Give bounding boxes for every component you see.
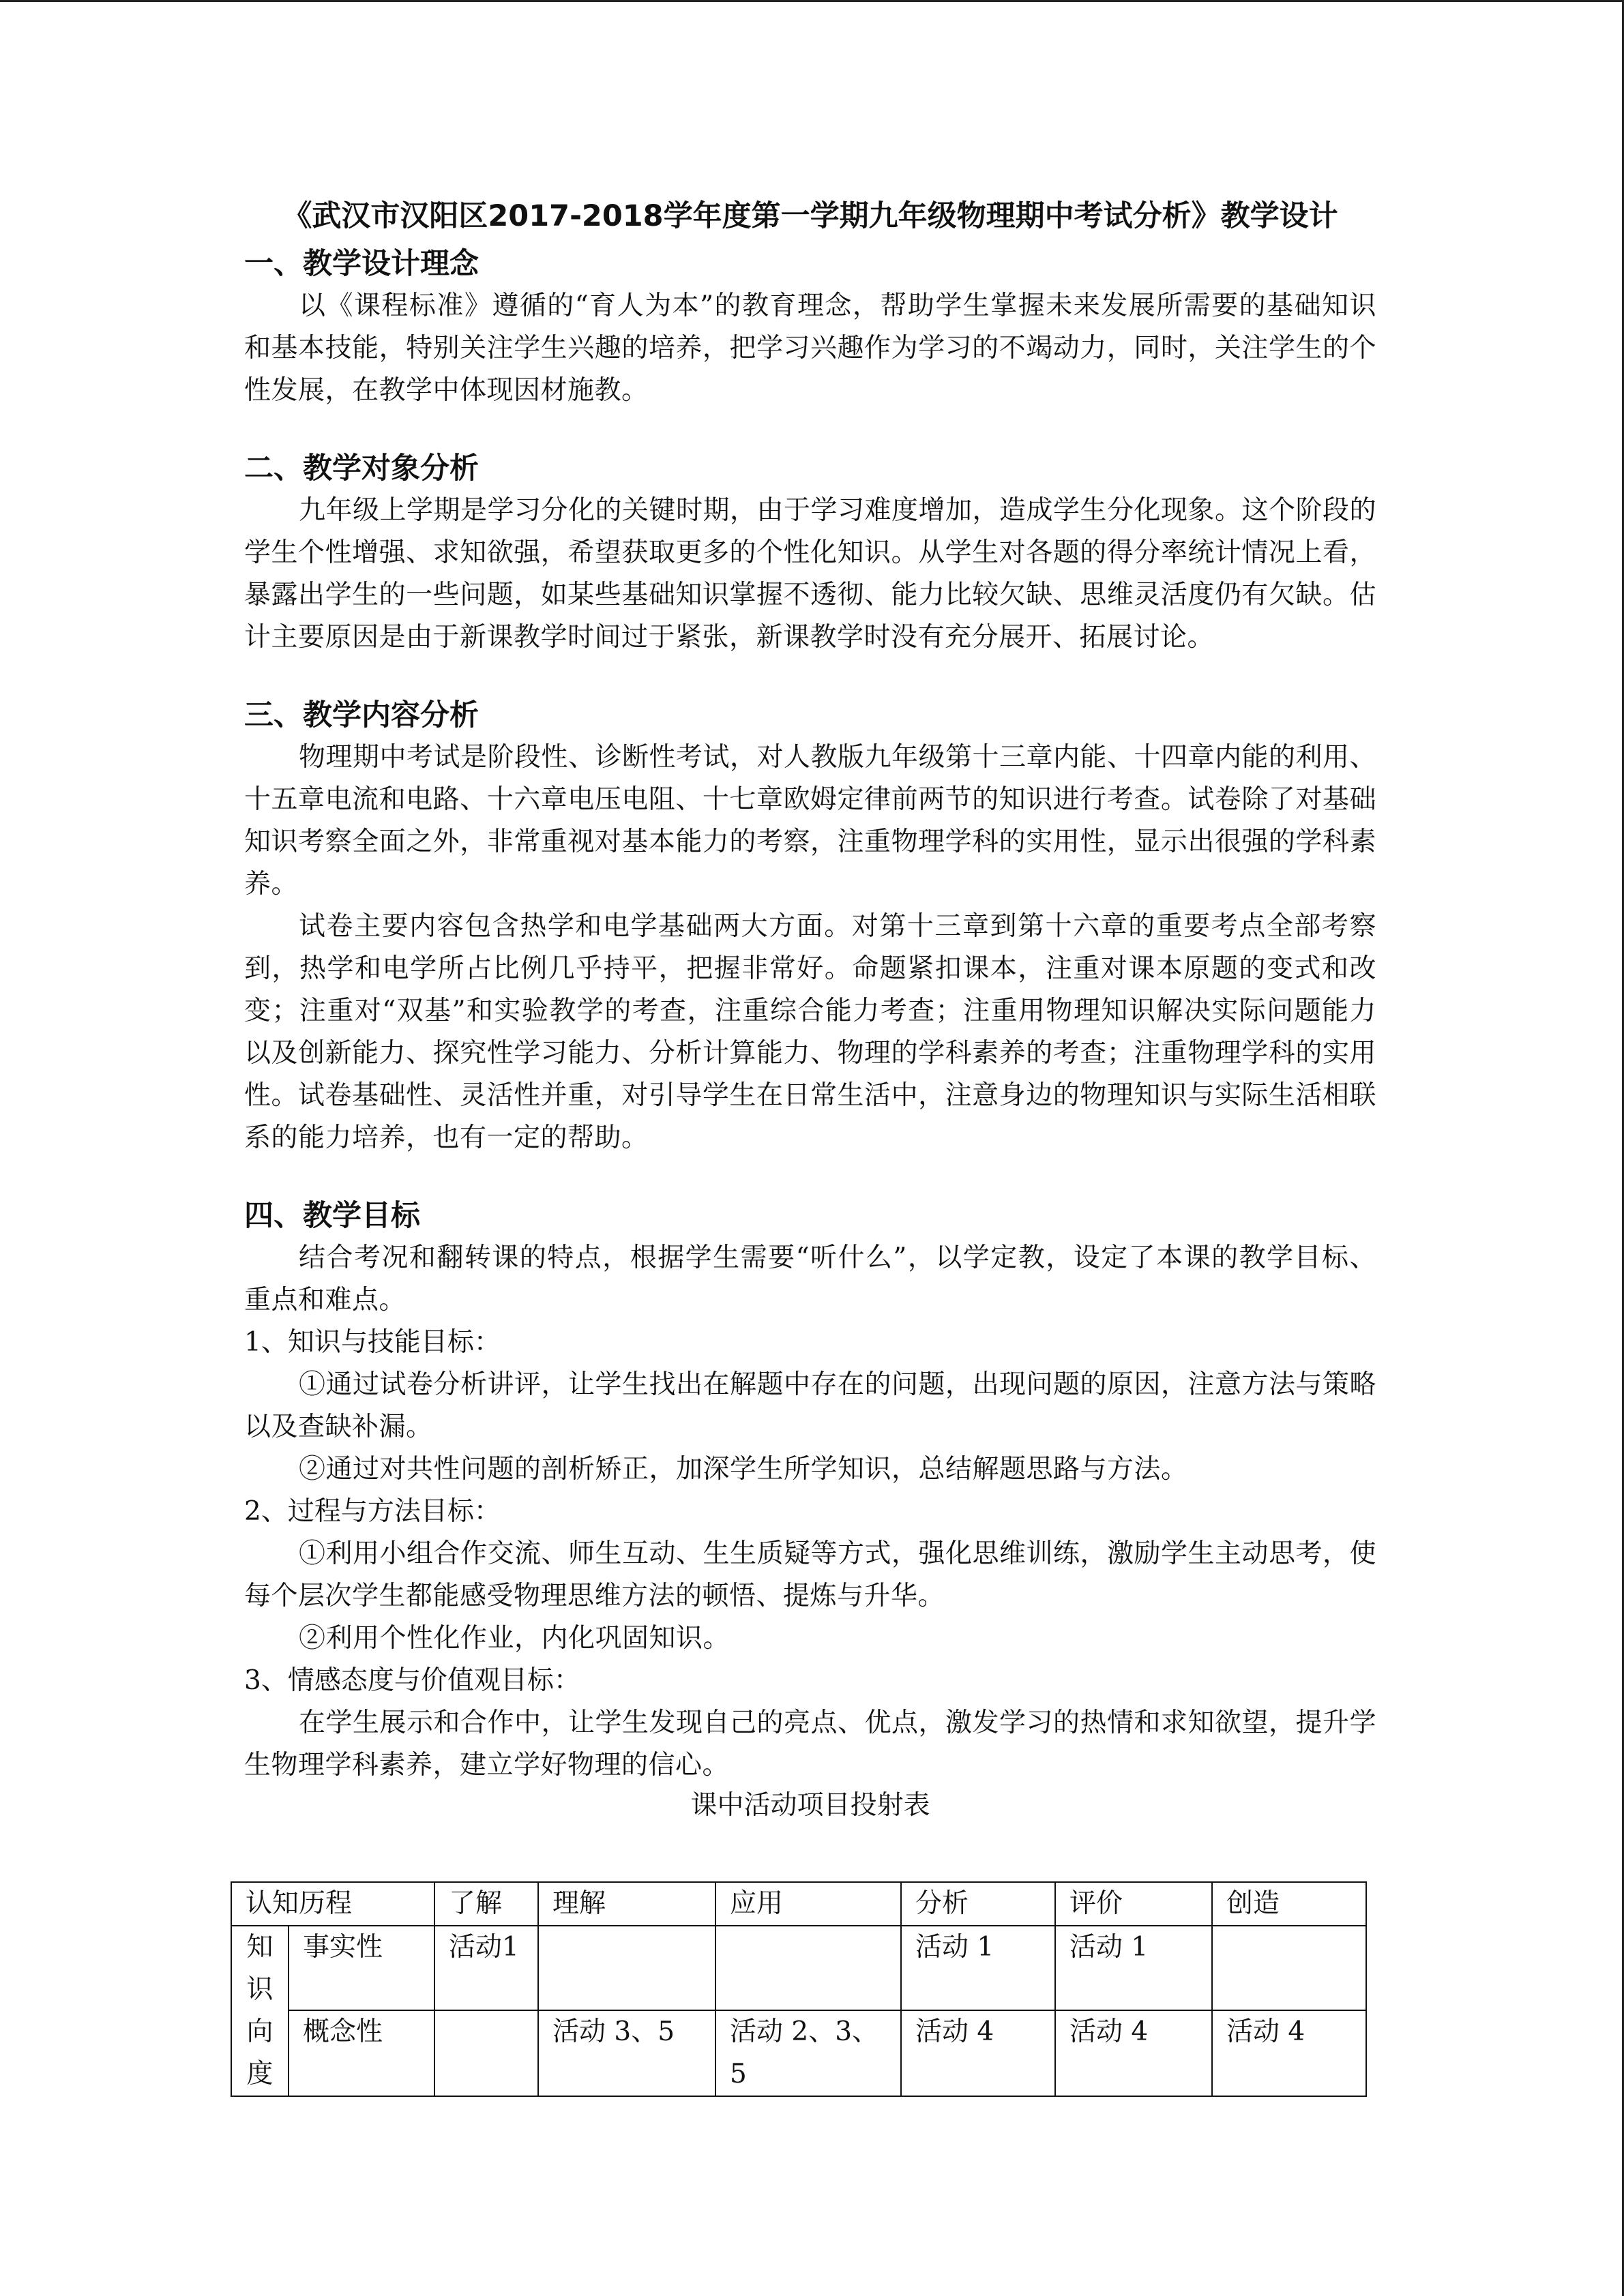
document-body bbox=[244, 195, 1376, 1825]
document-title: 《武汉市汉阳区2017-2018学年度第一学期九年级物理期中考试分析》教学设计 bbox=[282, 199, 1338, 233]
table-header-cell: 了解 bbox=[434, 1882, 538, 1926]
table-cell: 活动 4 bbox=[901, 2010, 1055, 2096]
table-header-cell: 创造 bbox=[1212, 1882, 1366, 1926]
table-header-cell: 评价 bbox=[1055, 1882, 1212, 1926]
row-group-label bbox=[231, 1926, 289, 2096]
goal-item: ②利用个性化作业，内化巩固知识。 bbox=[299, 1623, 730, 1654]
section-heading-2: 二、教学对象分析 bbox=[244, 451, 479, 486]
table-cell bbox=[715, 1926, 901, 2010]
table-header-cell: 应用 bbox=[715, 1882, 901, 1926]
table-header-cell: 分析 bbox=[901, 1882, 1055, 1926]
table-header-cell: 理解 bbox=[538, 1882, 715, 1926]
table-cell: 活动 1 bbox=[1055, 1926, 1212, 2010]
table-row bbox=[231, 1926, 1366, 2010]
goal-item: ①通过试卷分析讲评，让学生找出在解题中存在的问题，出现问题的原因，注意方法与策略以及查缺补漏。 bbox=[244, 1369, 1377, 1442]
table-cell: 活动1 bbox=[434, 1926, 538, 2010]
paragraph: 试卷主要内容包含热学和电学基础两大方面。对第十三章到第十六章的重要考点全部考察到，热学和电学所占比例几乎持平，把握非常好。命题紧扣课本，注重对课本原题的变式和改变；注重对“双基”和实验教学的考查，注重综合能力考查；注重用物理知识解决实际问题能力以及创新能力、探究性学习能力、分析计算能力、物理的学科素养的考查；注重物理学科的实用性。试卷基础性、灵活性并重，对引导学生在日常生活中，注意身边的物理知识与实际生活相联系的能力培养，也有一定的帮助。 bbox=[244, 911, 1376, 1153]
goal-label: 1、知识与技能目标： bbox=[244, 1327, 501, 1358]
goal-label: 3、情感态度与价值观目标： bbox=[244, 1665, 580, 1696]
row-group-char: 向 bbox=[246, 2016, 274, 2047]
section-heading-3: 三、教学内容分析 bbox=[244, 698, 479, 732]
paragraph: 九年级上学期是学习分化的关键时期，由于学习难度增加，造成学生分化现象。这个阶段的学生个性增强、求知欲强，希望获取更多的个性化知识。从学生对各题的得分率统计情况上看，暴露出学生的一些问题，如某些基础知识掌握不透彻、能力比较欠缺、思维灵活度仍有欠缺。估计主要原因是由于新课教学时间过于紧张，新课教学时没有充分展开、拓展讨论。 bbox=[244, 495, 1377, 653]
row-group-char: 度 bbox=[246, 2059, 274, 2089]
section-heading-4: 四、教学目标 bbox=[244, 1199, 420, 1233]
paragraph: 以《课程标准》遵循的“育人为本”的教育理念，帮助学生掌握未来发展所需要的基础知识和基本技能，特别关注学生兴趣的培养，把学习兴趣作为学习的不竭动力，同时，关注学生的个性发展，在教学中体现因材施教。 bbox=[244, 290, 1376, 406]
table-row bbox=[231, 2010, 1366, 2096]
table-header-row bbox=[231, 1882, 1366, 1926]
paragraph: 结合考况和翻转课的特点，根据学生需要“听什么”，以学定教，设定了本课的教学目标、重点和难点。 bbox=[244, 1242, 1376, 1315]
row-label: 概念性 bbox=[289, 2010, 434, 2096]
table-cell bbox=[1212, 1926, 1366, 2010]
table-cell bbox=[434, 2010, 538, 2096]
table-cell: 活动 3、5 bbox=[538, 2010, 715, 2096]
goal-item: ①利用小组合作交流、师生互动、生生质疑等方式，强化思维训练，激励学生主动思考，使每个层次学生都能感受物理思维方法的顿悟、提炼与升华。 bbox=[244, 1538, 1377, 1611]
table-header-cell: 认知历程 bbox=[231, 1882, 434, 1926]
goal-item: ②通过对共性问题的剖析矫正，加深学生所学知识，总结解题思路与方法。 bbox=[299, 1454, 1188, 1485]
table-cell: 活动 4 bbox=[1055, 2010, 1212, 2096]
table-caption: 课中活动项目投射表 bbox=[690, 1790, 930, 1821]
projection-table bbox=[231, 1881, 1367, 2097]
table-cell: 活动 1 bbox=[901, 1926, 1055, 2010]
goal-label: 2、过程与方法目标： bbox=[244, 1496, 501, 1527]
row-group-char: 知 bbox=[246, 1932, 274, 1963]
row-label: 事实性 bbox=[289, 1926, 434, 2010]
goal-item: 在学生展示和合作中，让学生发现自己的亮点、优点，激发学习的热情和求知欲望，提升学生物理学科素养，建立学好物理的信心。 bbox=[244, 1708, 1377, 1780]
row-group-char: 识 bbox=[246, 1974, 274, 2005]
table-cell bbox=[538, 1926, 715, 2010]
table-cell: 活动 2、3、5 bbox=[715, 2010, 901, 2096]
paragraph: 物理期中考试是阶段性、诊断性考试，对人教版九年级第十三章内能、十四章内能的利用、十五章电流和电路、十六章电压电阻、十七章欧姆定律前两节的知识进行考查。试卷除了对基础知识考察全面之外，非常重视对基本能力的考察，注重物理学科的实用性，显示出很强的学科素养。 bbox=[244, 742, 1377, 899]
section-heading-1: 一、教学设计理念 bbox=[244, 247, 479, 281]
table-cell: 活动 4 bbox=[1212, 2010, 1366, 2096]
